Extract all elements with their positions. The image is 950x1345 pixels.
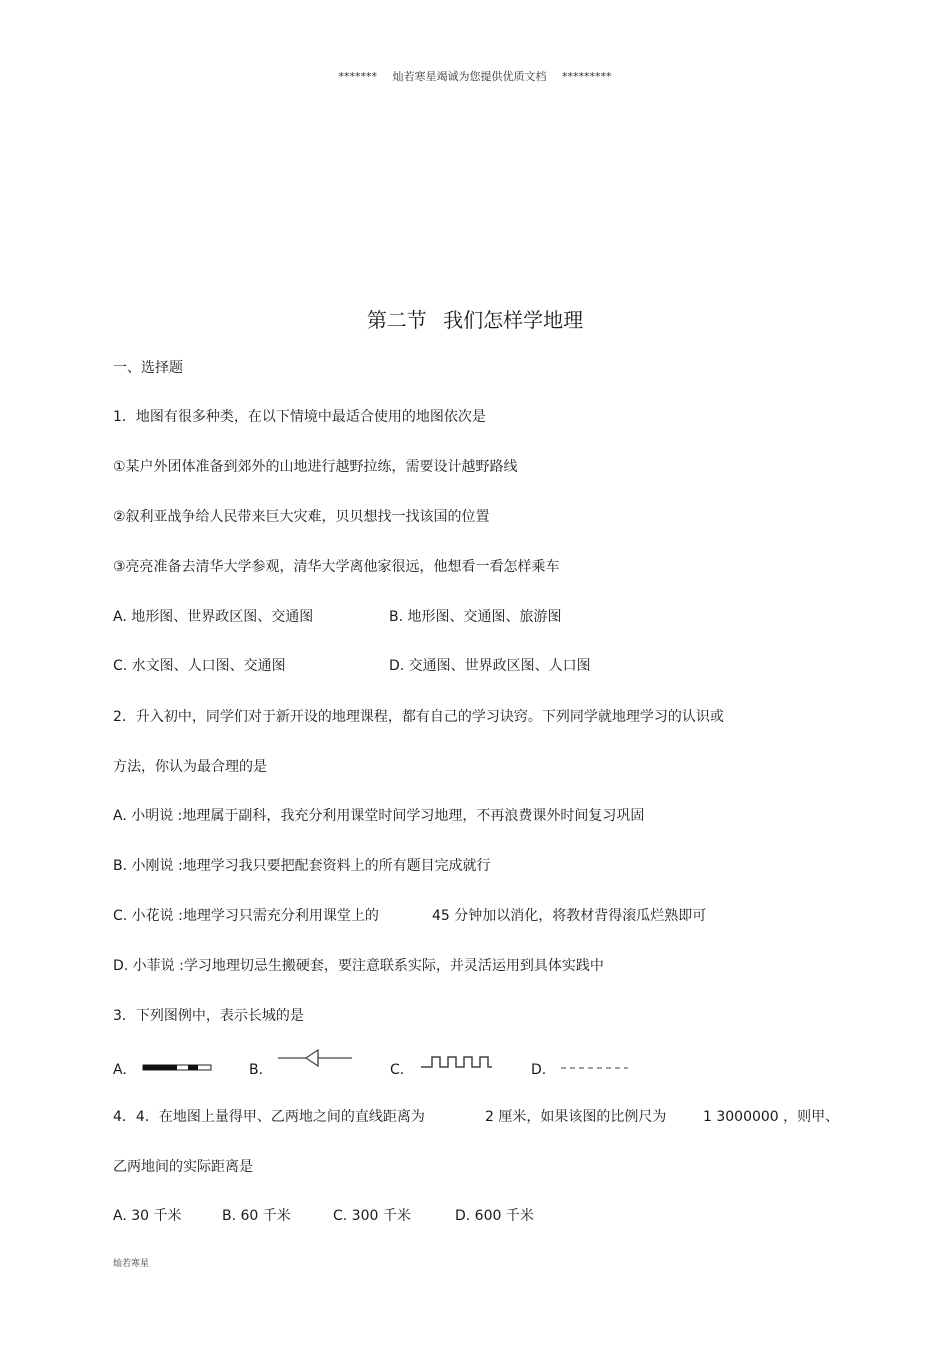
q4-stem-part1: 4．4．在地图上量得甲、乙两地之间的直线距离为	[113, 1109, 425, 1125]
q4-stem-line2: 乙两地间的实际距离是	[113, 1159, 253, 1175]
q4-option-a: A. 30 千米	[113, 1208, 182, 1224]
section-heading: 一、选择题	[113, 360, 183, 376]
q4-option-b: B. 60 千米	[222, 1208, 291, 1224]
header-stars-left: *******	[338, 70, 377, 83]
q1-option-a: A. 地形图、世界政区图、交通图	[113, 609, 314, 625]
q2-stem-line1: 2．升入初中，同学们对于新开设的地理课程，都有自己的学习诀窍。下列同学就地理学习的认识或	[113, 709, 724, 725]
q1-option-d: D. 交通图、世界政区图、人口图	[389, 658, 591, 674]
pass-symbol	[276, 1046, 356, 1072]
q3-label-d: D.	[531, 1062, 547, 1078]
q4-stem-part2: 2 厘米，如果该图的比例尺为	[485, 1109, 667, 1125]
q4-option-c: C. 300 千米	[333, 1208, 411, 1224]
great-wall-symbol	[420, 1053, 494, 1071]
q1-stem: 1．地图有很多种类，在以下情境中最适合使用的地图依次是	[113, 409, 486, 425]
page-footer: 灿若寒星	[113, 1259, 150, 1269]
q4-option-d: D. 600 千米	[455, 1208, 534, 1224]
page-header	[0, 68, 950, 84]
q3-stem: 3．下列图例中，表示长城的是	[113, 1008, 304, 1024]
dashed-boundary-symbol	[560, 1064, 630, 1072]
q1-item-1: ①某户外团体准备到郊外的山地进行越野拉练，需要设计越野路线	[113, 459, 518, 475]
q1-item-2: ②叙利亚战争给人民带来巨大灾难，贝贝想找一找该国的位置	[113, 509, 490, 525]
title-name: 我们怎样学地理	[443, 308, 584, 332]
q2-option-c-part1: C. 小花说 :地理学习只需充分利用课堂上的	[113, 908, 379, 924]
header-stars-right: *********	[562, 70, 612, 83]
header-text: 灿若寒星竭诚为您提供优质文档	[392, 70, 547, 83]
q1-option-c: C. 水文图、人口图、交通图	[113, 658, 286, 674]
q1-item-3: ③亮亮准备去清华大学参观，清华大学离他家很远，他想看一看怎样乘车	[113, 559, 560, 575]
q2-stem-line2: 方法，你认为最合理的是	[113, 759, 267, 775]
q3-label-c: C.	[390, 1062, 405, 1078]
q2-option-d: D. 小菲说 :学习地理切忌生搬硬套，要注意联系实际，并灵活运用到具体实践中	[113, 958, 604, 974]
railway-symbol	[142, 1062, 214, 1074]
q3-label-a: A.	[113, 1062, 127, 1078]
page-title	[0, 304, 950, 333]
q2-option-c-part2: 45 分钟加以消化，将教材背得滚瓜烂熟即可	[432, 908, 707, 924]
q2-option-a: A. 小明说 :地理属于副科，我充分利用课堂时间学习地理，不再浪费课外时间复习巩固	[113, 808, 645, 824]
q2-option-b: B. 小刚说 :地理学习我只要把配套资料上的所有题目完成就行	[113, 858, 491, 874]
title-section: 第二节	[366, 308, 427, 332]
q4-stem-part3: 1 3000000 ，则甲、	[703, 1109, 840, 1125]
q1-option-b: B. 地形图、交通图、旅游图	[389, 609, 562, 625]
q3-label-b: B.	[249, 1062, 264, 1078]
